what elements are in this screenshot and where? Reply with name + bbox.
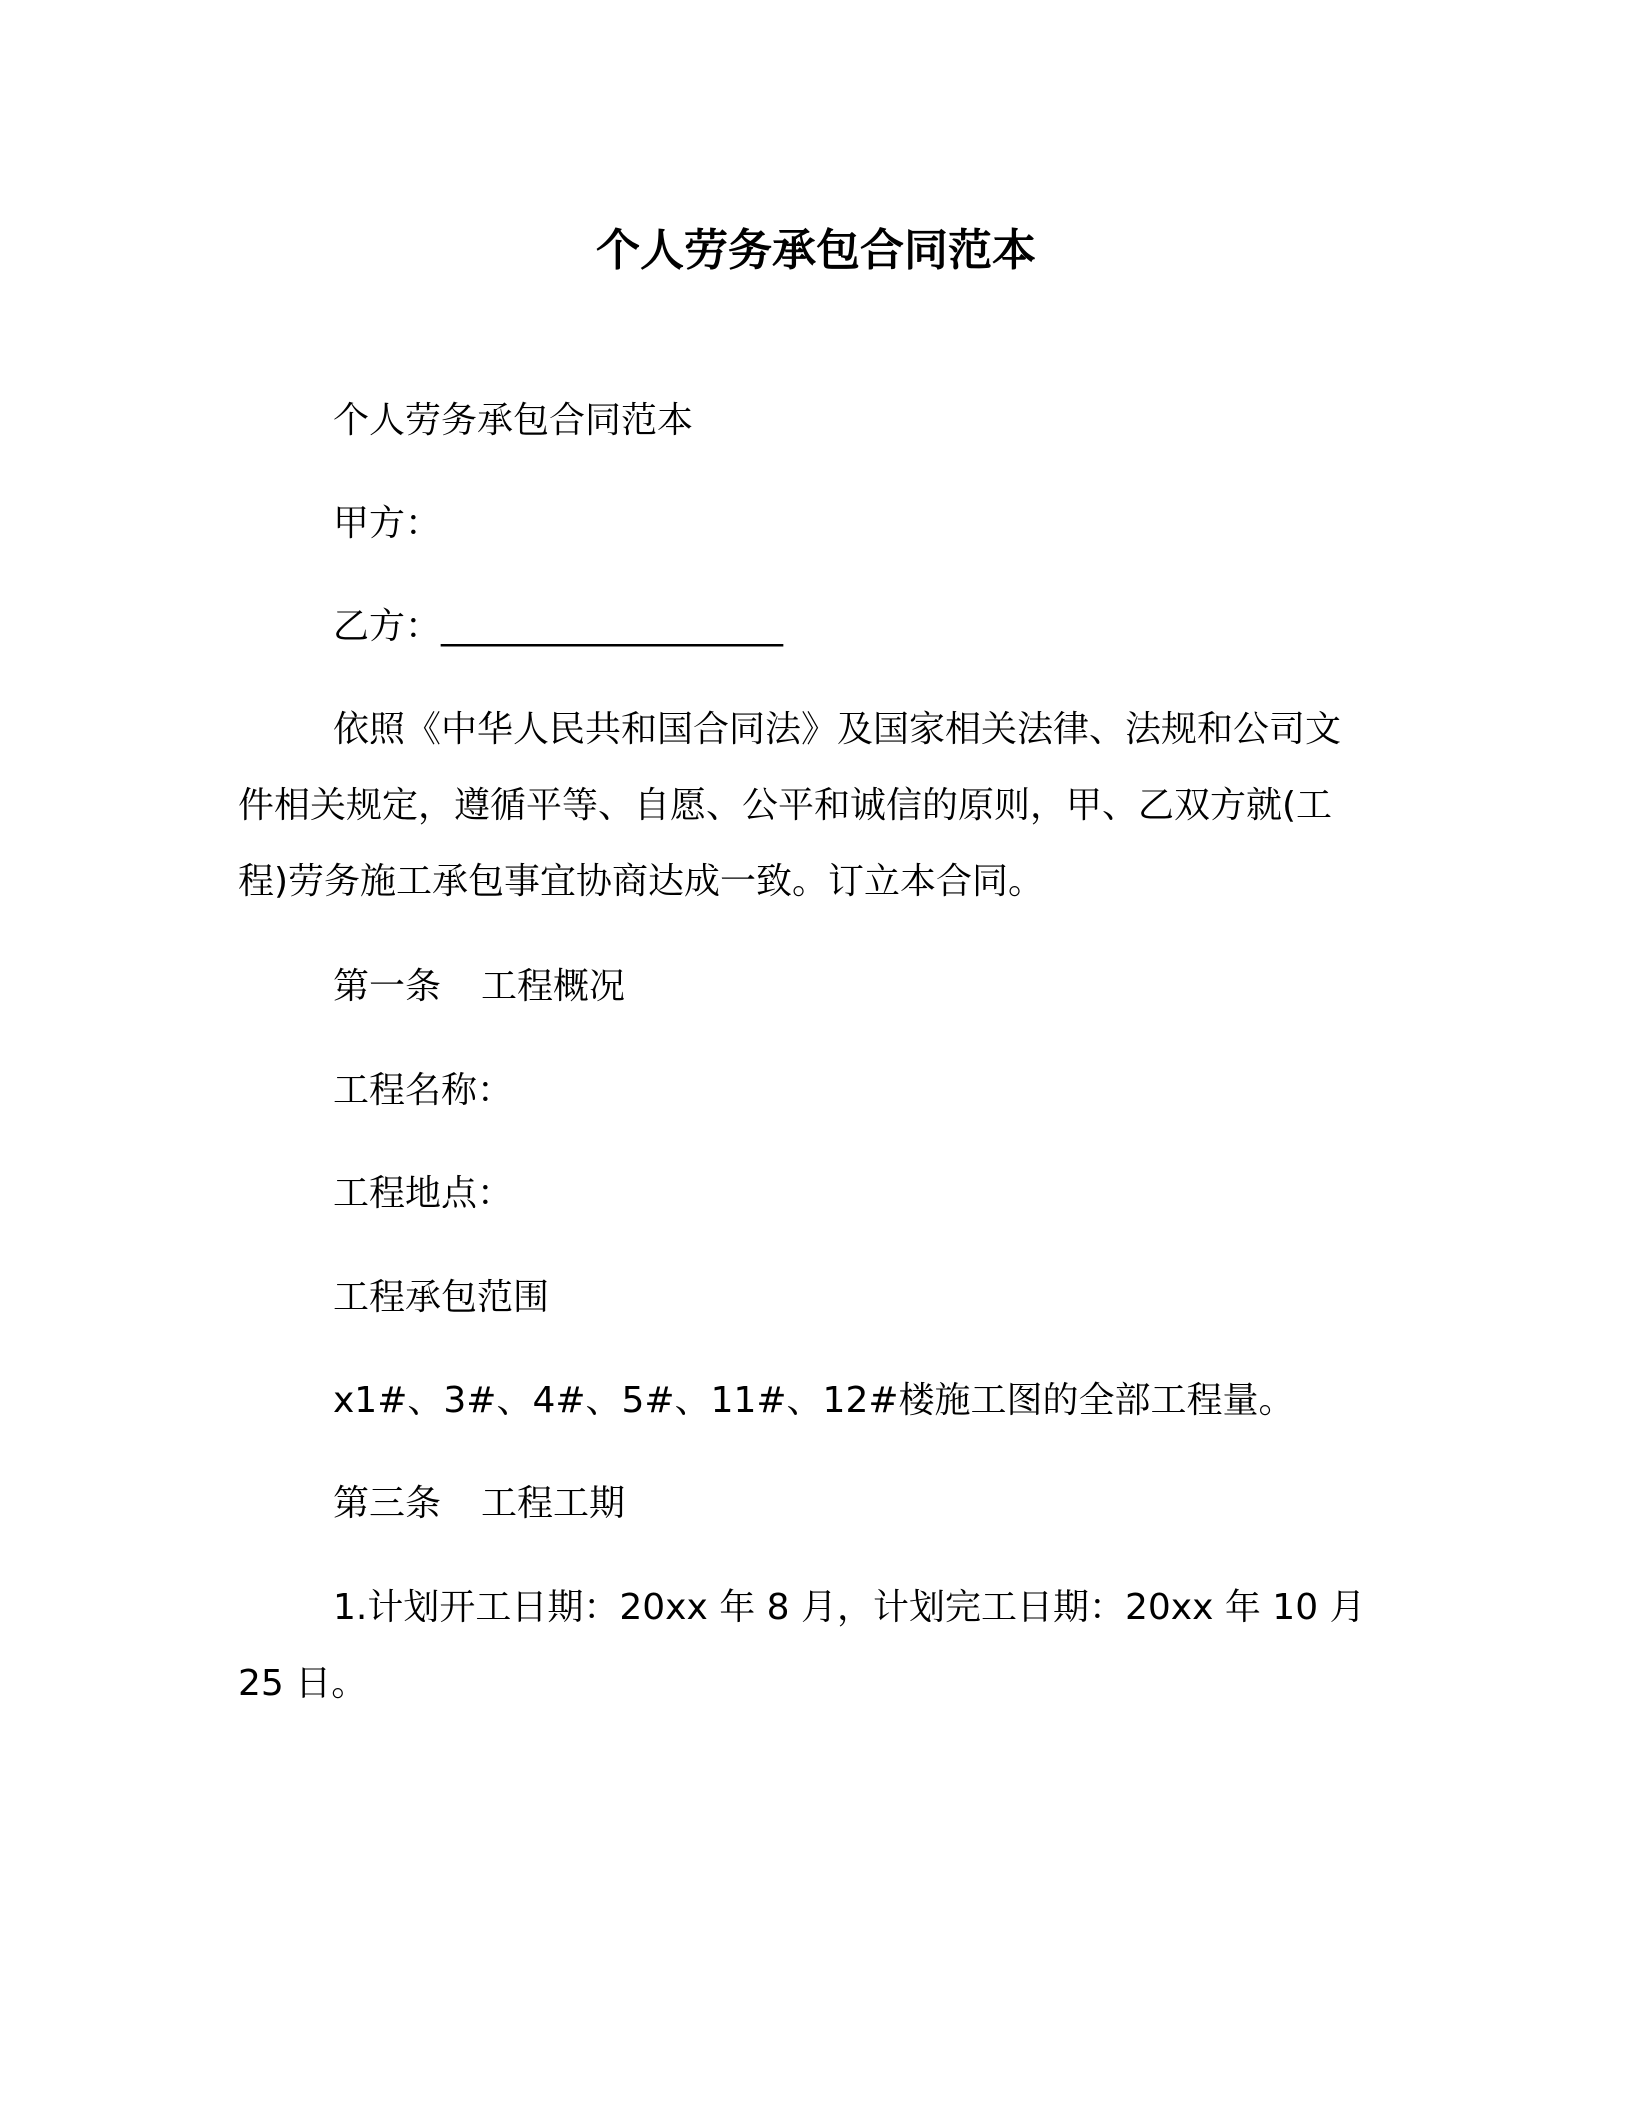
document-title: 个人劳务承包合同范本 bbox=[596, 225, 1036, 276]
preamble-line-1: 依照《中华人民共和国合同法》及国家相关法律、法规和公司文 bbox=[333, 709, 1342, 750]
article-1-heading bbox=[333, 949, 625, 1025]
article-3-title: 工程工期 bbox=[481, 1483, 626, 1524]
schedule-line-1: 1.计划开工日期：20xx 年 8 月，计划完工日期：20xx 年 10 月 bbox=[333, 1587, 1366, 1628]
article-3-heading bbox=[333, 1466, 625, 1542]
party-b-line: 乙方：___________________ bbox=[333, 606, 784, 647]
schedule-line-2: 25 日。 bbox=[238, 1663, 368, 1704]
party-a-line: 甲方： bbox=[333, 503, 442, 544]
project-location-line: 工程地点： bbox=[333, 1173, 514, 1214]
project-scope-heading: 工程承包范围 bbox=[333, 1277, 550, 1318]
article-1-title: 工程概况 bbox=[481, 966, 626, 1007]
preamble-line-2: 件相关规定，遵循平等、自愿、公平和诚信的原则，甲、乙双方就(工 bbox=[238, 785, 1333, 826]
article-1-number: 第一条 bbox=[333, 966, 442, 1007]
document-subtitle: 个人劳务承包合同范本 bbox=[333, 400, 694, 441]
article-3-number: 第三条 bbox=[333, 1483, 442, 1524]
preamble-line-3: 程)劳务施工承包事宜协商达成一致。订立本合同。 bbox=[238, 861, 1045, 902]
scope-detail-line: x1#、3#、4#、5#、11#、12#楼施工图的全部工程量。 bbox=[333, 1380, 1295, 1421]
project-name-line: 工程名称： bbox=[333, 1070, 514, 1111]
